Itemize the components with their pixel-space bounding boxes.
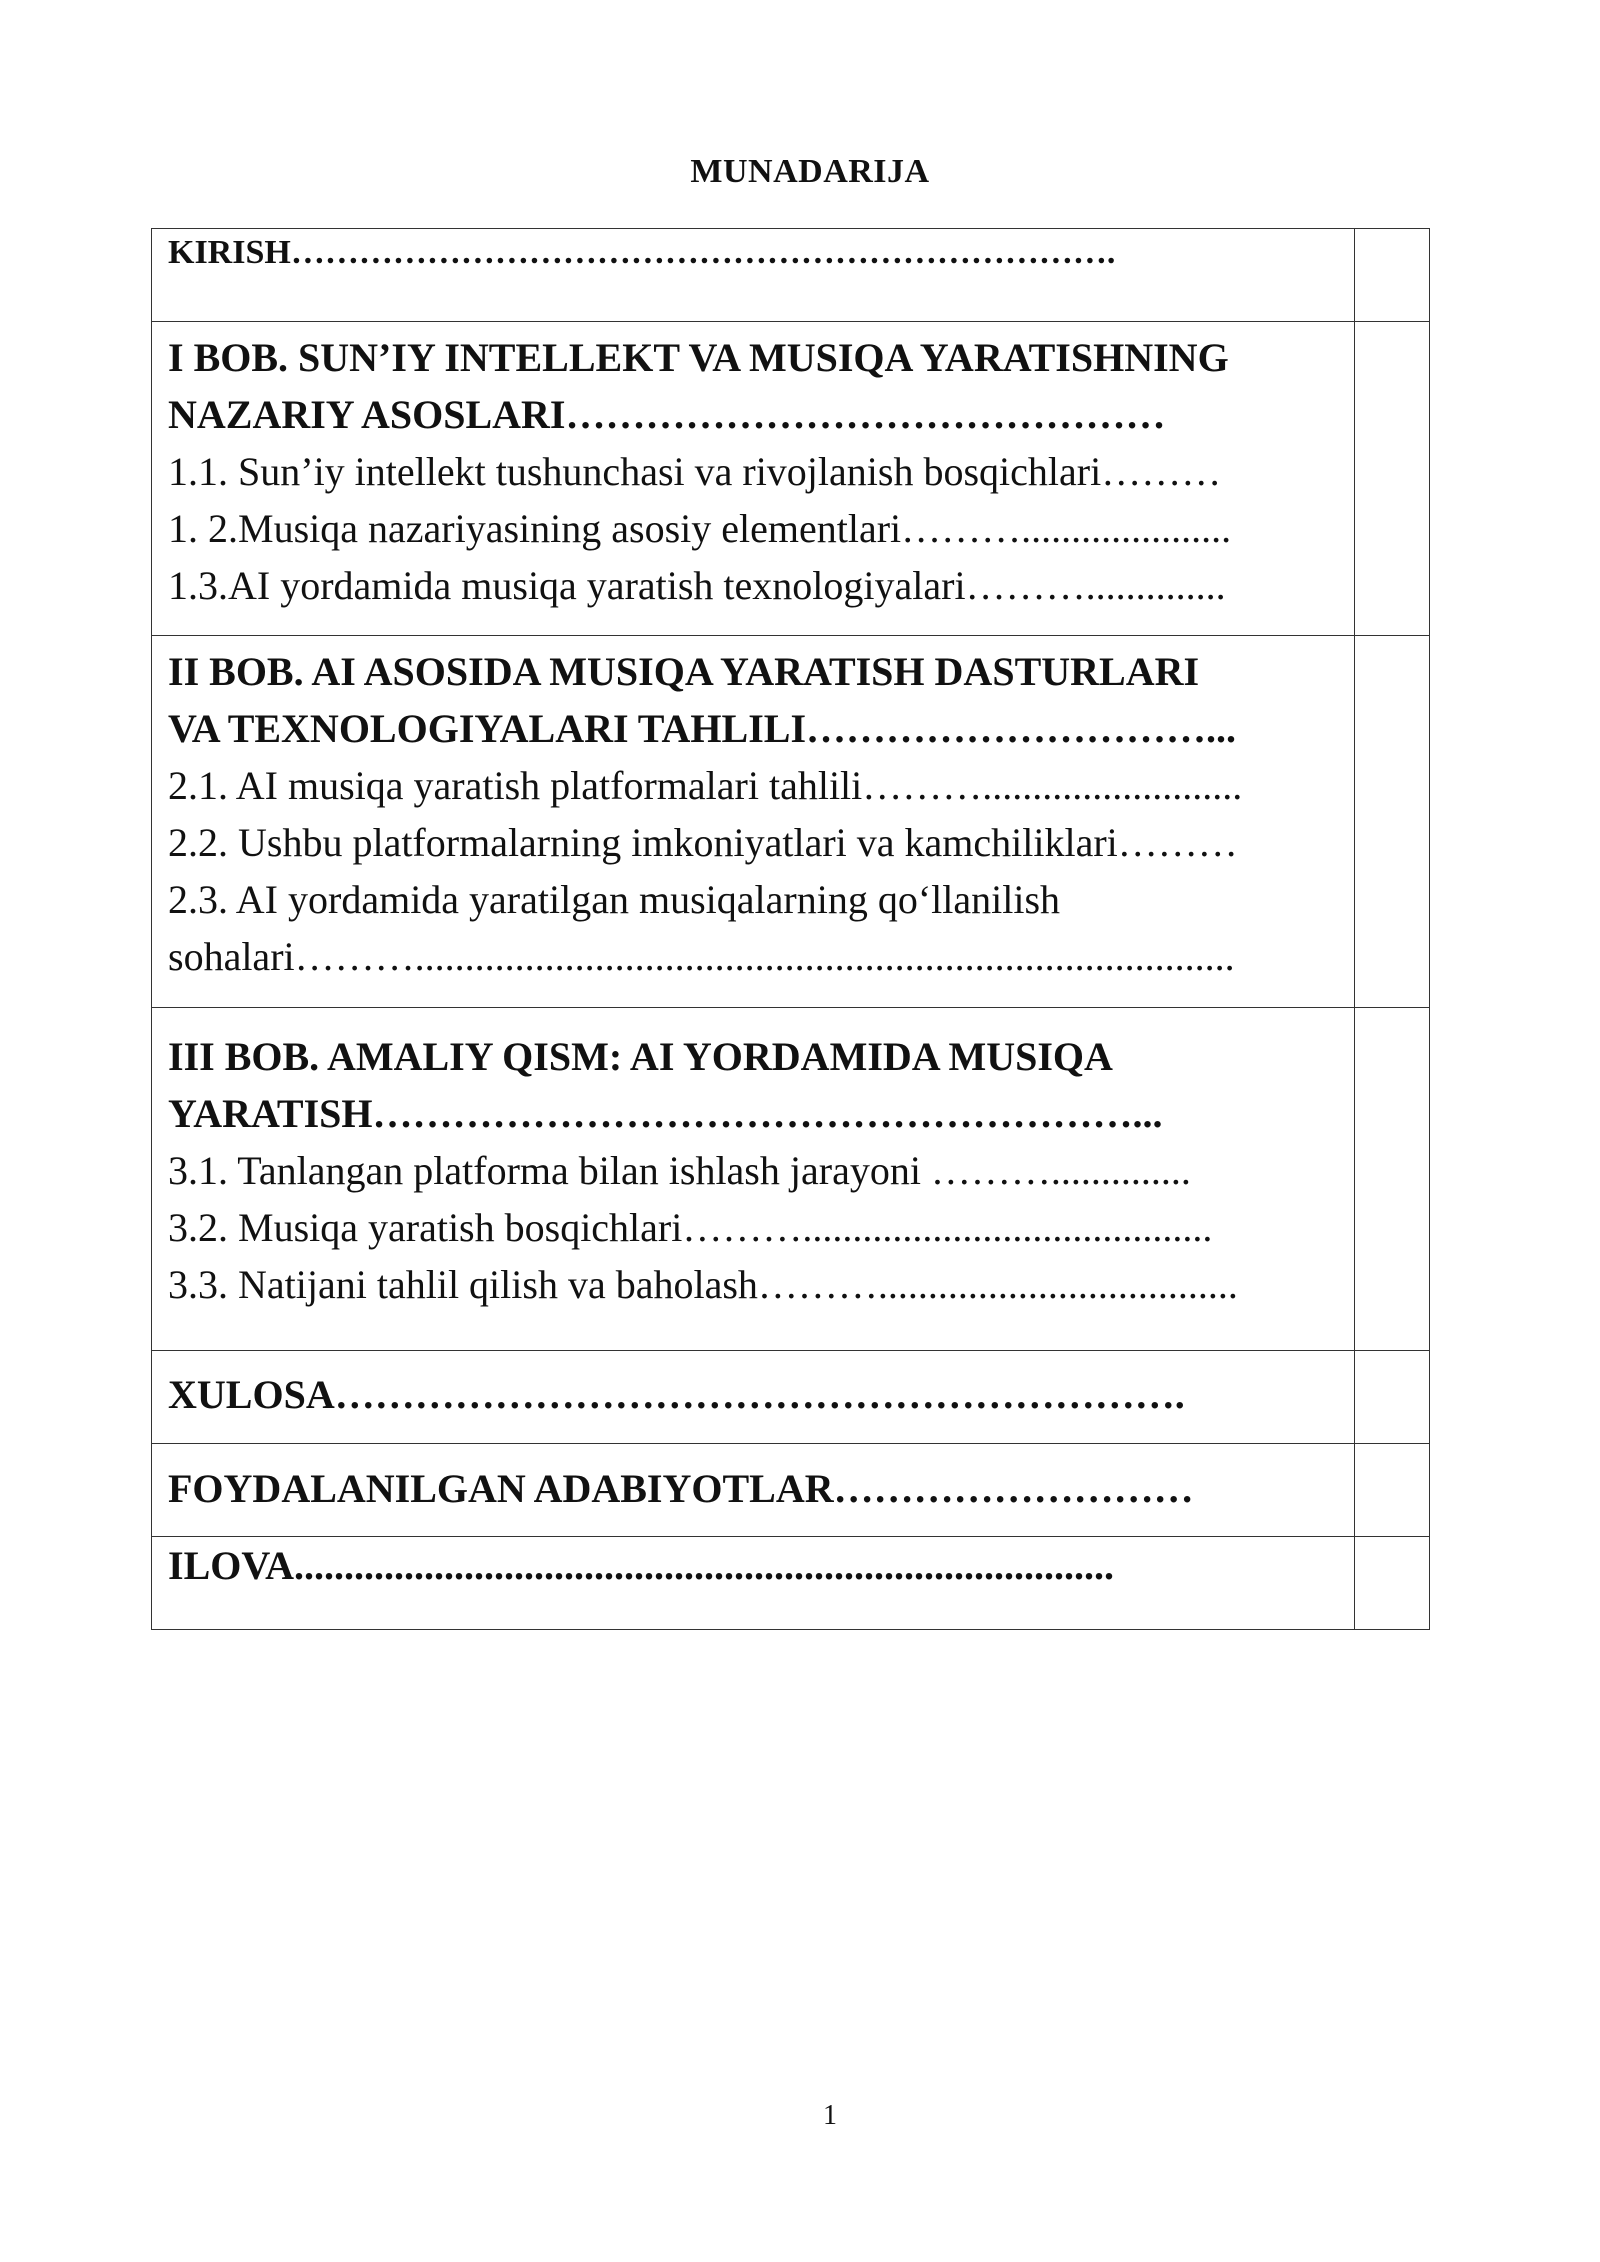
toc-entry-cell (152, 229, 1355, 322)
toc-entry-cell (152, 322, 1355, 636)
chapter2-item: 2.2. Ushbu platformalarning imkoniyatlari va kamchiliklari……… (168, 820, 1238, 865)
toc-references: FOYDALANILGAN ADABIYOTLAR……………………… (168, 1466, 1194, 1511)
toc-page-cell (1354, 1008, 1429, 1351)
toc-row-chapter1 (152, 322, 1430, 636)
chapter1-heading-line2: NAZARIY ASOSLARI……………………………………… (168, 392, 1166, 437)
chapter3-item: 3.1. Tanlangan platforma bilan ishlash jarayoni ……….............. (168, 1148, 1191, 1193)
toc-row-chapter3 (152, 1008, 1430, 1351)
chapter3-item: 3.2. Musiqa yaratish bosqichlari………......................................... (168, 1205, 1213, 1250)
toc-page-cell (1354, 636, 1429, 1008)
toc-page-cell (1354, 1351, 1429, 1444)
chapter2-item: 2.1. AI musiqa yaratish platformalari tahlili……….......................... (168, 763, 1243, 808)
chapter1-item: 1.1. Sun’iy intellekt tushunchasi va rivojlanish bosqichlari……… (168, 449, 1222, 494)
chapter1-item: 1. 2.Musiqa nazariyasining asosiy elementlari………..................... (168, 506, 1232, 551)
chapter2-heading-line2: VA TEXNOLOGIYALARI TAHLILI…………………………... (168, 706, 1237, 751)
toc-row-chapter2 (152, 636, 1430, 1008)
chapter2-heading-line1: II BOB. AI ASOSIDA MUSIQA YARATISH DASTURLARI (168, 649, 1200, 694)
chapter3-heading-line2: YARATISH…………………………………………………... (168, 1091, 1163, 1136)
toc-row-appendix (152, 1537, 1430, 1630)
toc-page-cell (1354, 322, 1429, 636)
toc-intro: KIRISH………………………………………………………………. (168, 234, 1116, 271)
toc-row-conclusion (152, 1351, 1430, 1444)
toc-page-cell (1354, 229, 1429, 322)
chapter1-heading-line1: I BOB. SUN’IY INTELLEKT VA MUSIQA YARATISHNING (168, 335, 1229, 380)
toc-entry-cell (152, 636, 1355, 1008)
table-of-contents (151, 228, 1430, 1630)
chapter2-item: 2.3. AI yordamida yaratilgan musiqalarning qo‘llanilish (168, 877, 1061, 922)
toc-row-intro (152, 229, 1430, 322)
chapter1-item: 1.3.AI yordamida musiqa yaratish texnologiyalari……….............. (168, 563, 1226, 608)
toc-conclusion: XULOSA………………………………………………………. (168, 1372, 1185, 1417)
toc-entry-cell (152, 1537, 1355, 1630)
toc-entry-cell (152, 1444, 1355, 1537)
chapter3-item: 3.3. Natijani tahlil qilish va baholash……….................................... (168, 1262, 1238, 1307)
chapter2-item: sohalari……….................................................................................. (168, 934, 1235, 979)
toc-row-references (152, 1444, 1430, 1537)
toc-appendix: ILOVA.................................................................................. (168, 1543, 1114, 1588)
toc-page-cell (1354, 1537, 1429, 1630)
page-title: MUNADARIJA (690, 153, 930, 190)
toc-page-cell (1354, 1444, 1429, 1537)
toc-entry-cell (152, 1008, 1355, 1351)
chapter3-heading-line1: III BOB. AMALIY QISM: AI YORDAMIDA MUSIQA (168, 1034, 1113, 1079)
toc-entry-cell (152, 1351, 1355, 1444)
page-number: 1 (823, 2100, 837, 2131)
